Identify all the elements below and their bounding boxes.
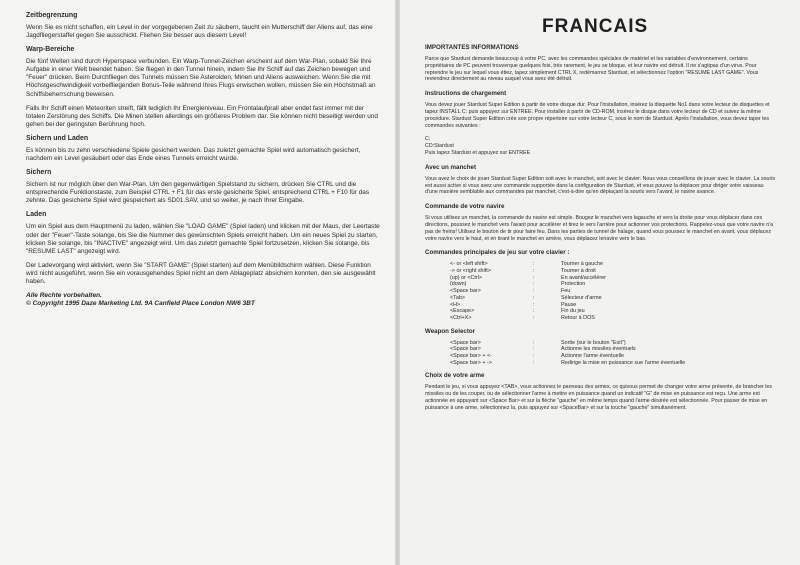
key-cell: (up) or <Ctrl>: [450, 274, 483, 281]
install-text: Vous devez jouer Stardust Super Edition à partir de votre disque dur. Pour l'installation, insérez la disquette No1 dans votre lecteur de disquettes et tapez INSTALL C: puis appuyez sur ENTREE. Pour installer à partir de CD-ROM, insérez le disque dans votre lecteur de CD et suivez la même procédure. Stardust Super Edition crée son propre répertoire sur votre lecteur C, sous le nom de Stardust. Aprés l'installation, vous devez taper les commandes suivantes :: [425, 102, 770, 129]
copyright-notice: © Copyright 1995 Daze Marketing Ltd. 9A Canfield Place London NW6 3BT: [26, 300, 255, 308]
separator-cell: :: [533, 308, 535, 315]
action-cell: Protection: [561, 281, 586, 288]
separator-cell: :: [533, 274, 535, 281]
table-row: [450, 288, 721, 295]
section-heading-sichern-laden: Sichern und Laden: [26, 134, 89, 142]
separator-cell: :: [533, 359, 535, 366]
keyboard-heading: Commandes principales de jeu sur votre clavier :: [425, 249, 570, 257]
section-heading-laden: Laden: [26, 211, 47, 219]
paragraph-laden-2: Der Ladevorgang wird aktiviert, wenn Sie "START GAME" (Spiel starten) auf dem Menübildschirm wählen. Diese Funktion wird nicht ausgeführt, wenn Sie ein vorausgehendes Spiel nicht an dem Ablageplatz absichern konnten, den sie ausgewählt haben.: [26, 261, 376, 285]
key-cell: <Space bar>: [450, 339, 481, 346]
key-cell: <Tab>: [450, 294, 465, 301]
weapon-selector-heading: Weapon Selector: [425, 327, 476, 335]
joystick-heading: Avec un manchet: [425, 163, 477, 171]
separator-cell: :: [533, 339, 535, 346]
table-row: [450, 346, 721, 353]
table-row: [450, 302, 721, 309]
paragraph-warp-2: Falls Ihr Schiff einen Meteoriten streift, fällt lediglich Ihr Energieniveau. Ein Frontalaufprall aber endet fast immer mit der totalen Zerstörung des Schiffs. Die Minen stellen allerdings ein größeres Problem dar. Sie können nicht beseitigt werden und gehen bei der geringsten Berührung hoch.: [26, 104, 378, 128]
key-cell: <Space bar>: [450, 346, 481, 353]
table-row: [450, 268, 721, 275]
install-heading: Instructions de chargement: [425, 90, 507, 98]
german-page: [0, 0, 395, 565]
separator-cell: :: [533, 268, 535, 275]
action-cell: Feu: [561, 288, 571, 295]
table-row: [450, 360, 721, 367]
action-cell: Sortie (sur le bouton "Exit"): [561, 339, 626, 346]
french-page: [400, 0, 800, 565]
paragraph-zeitbegrenzung: Wenn Sie es nicht schaffen, ein Level in der vorgegebenen Zeit zu säubern, taucht ein Mutterschiff der Aliens auf, das eine Jagdfliegerstaffel gegen Sie ausschickt. Fliehen Sie besser aus diesem Level!: [26, 24, 373, 40]
paragraph-warp-1: Die fünf Welten sind durch Hyperspace verbunden. Ein Warp-Tunnel-Zeichen erscheint auf dem War-Plan, sobald Sie Ihre Aufgabe in einer Welt beendet haben. Sie fliegen in den Tunnel hinein, indem Sie Ihr Schiff auf das Zeichen bewegen und "Feuer" drücken. Beim Durchfliegen des Tunnels müssen Sie Asteroiden, Minen und Aliens ausweichen. Wenn Sie die mit Höchstgeschwindigkeit vorbeifliegenden Bonus-Teile während Ihres Flugs erwischen wollen, müssen Sie ein Höchstmaß an Schiffsbeherrschung beweisen.: [26, 58, 376, 98]
section-heading-warp: Warp-Bereiche: [26, 46, 75, 54]
action-cell: Fin du jeu: [561, 308, 585, 315]
paragraph-laden-1: Um ein Spiel aus dem Hauptmenü zu laden, wählen Sie "LOAD GAME" (Spiel laden) und klicken mit der Maus, der Leertaste oder der "Feuer"-Taste solange, bis Sie die Nummer des gewünschten Spiels erreicht haben. Um ein neues Spiel zu starten, klicken Sie solange, bis "INACTIVE" angezeigt wird. Um das zuletzt gemachte Spiel fortzusetzen, klicken Sie solange, bis "RESUME LAST" angezeigt wird.: [26, 223, 380, 255]
table-row: [450, 281, 721, 288]
separator-cell: :: [533, 301, 535, 308]
install-commands: C: CD:Stardust Puis tapez Stardust et appuyez sur ENTREE: [425, 136, 531, 156]
important-heading: IMPORTANTES INFORMATIONS: [425, 44, 519, 51]
ship-control-text: Si vous utilisez un manchet, la commande du navire est simple. Bougez le manchet vers lagauche et vers la droite pour vous déplacer dans ces directions, poussez le manchet vers l'avant pour accélérer et tirez le vers l'arrière pour actionner vos protections. Rappelez-vous que votre navire n'a pas de freins! Utilisez le bouton de tir pour faire feu. Dans les parties de tunnel de halage, quand vous poussez le manchet en avant, vous déplacez votre navire vers le haut, et en tirant le manchet en arrière, vous déplacez lenavire vers le bas.: [425, 215, 774, 242]
separator-cell: :: [533, 314, 535, 321]
action-cell: Pause: [561, 301, 577, 308]
section-heading-sichern: Sichern: [26, 169, 52, 177]
key-cell: (down): [450, 281, 467, 288]
table-row: [450, 261, 721, 268]
page-title: FRANCAIS: [542, 16, 649, 37]
separator-cell: :: [533, 353, 535, 360]
table-row: [450, 340, 721, 347]
separator-cell: :: [533, 346, 535, 353]
action-cell: Actionne les missiles éventuels: [561, 346, 636, 353]
separator-cell: :: [533, 288, 535, 295]
weapon-choice-heading: Choix de votre arme: [425, 372, 485, 380]
action-cell: Sélecteur d'arme: [561, 294, 602, 301]
paragraph-sichern-laden: Es können bis zu zehn verschiedene Spiele gesichert werden. Das zuletzt gemachte Spiel wird automatisch gesichert, nachdem ein Level gesäubert oder das Ende eines Tunnels erreicht wurde.: [26, 146, 361, 163]
rights-reserved: Alle Rechte vorbehalten.: [26, 292, 102, 300]
key-cell: <Ctrl+X>: [450, 314, 472, 321]
key-cell: <Space bar>: [450, 288, 481, 295]
action-cell: Redirige la mise en puissance sue l'arme éventuelle: [561, 359, 686, 366]
action-cell: Actionne l'arme éventuelle: [561, 353, 625, 360]
key-cell: <Space bar> + <-: [450, 353, 492, 360]
table-row: [450, 315, 721, 322]
table-row: [450, 275, 721, 282]
separator-cell: :: [533, 294, 535, 301]
ship-control-heading: Commande de votre navire: [425, 203, 505, 211]
weapon-choice-text: Pendant le jeu, si vous appuyez <TAB>, vous actionnez le panneau des armes, ce quivous permet de changer votre arme présente, de brancher les missiles ou de les couper, ou de sélectionner l'arme à mettre en puissance quand un indicatif "G" de mise en puissance est reçu. Une arme est actionnée en appuyant sur <Space Bar> et sur la flèche "gauche" en même temps quand l'arme désirée est sélectionnée. Pour passer de mise en puissance à une arme, sélectionnez la, puis appuyez sur <SpaceBar> et sur la touche "gauche" simultanément.: [425, 384, 773, 411]
table-row: [450, 295, 721, 302]
key-cell: <Escape>: [450, 308, 475, 315]
table-row: [450, 308, 721, 315]
key-cell: <H>: [450, 301, 461, 308]
weapon-selector-table: [450, 340, 721, 367]
key-cell: <Space bar> + ->: [450, 359, 492, 366]
paragraph-sichern: Sichern ist nur möglich über den War-Plan. Um den gegenwärtigen Spielstand zu sichern, drücken Sie CTRL und die entsprechende Funktionstaste, zum Beispiel CTRL + F1 für das erste gesicherte Spiel, entsprechend CTRL + F10 für das zehnte. Das gesicherte Spiel wird gespeichert als SD01.SAV, und so weiter, je nach Ihrer Eingabe.: [26, 181, 370, 205]
section-heading-zeitbegrenzung: Zeitbegrenzung: [26, 12, 78, 19]
action-cell: Tourner à droit: [561, 268, 596, 275]
table-row: [450, 353, 721, 360]
action-cell: Retour à DOS: [561, 314, 595, 321]
important-text: Parce que Stardust demande beaucoup à votre PC, avec les commandes spéciales de matériel et les variables d'environnement, certains propriétaires de PC peuvent trouverque quelques fois, très rarement, le jeu se bloque, et leur navire est détruit. Il ne s'agitpas d'un virus. Pour reprendre le jeu sur lequel vous étiez, tapez simplement CTRL X, redémarrez Stardust, et sélectionnez l'option "RESUME LAST GAME". Vous reviendrez directement au niveau auquel vous avez été détruit.: [425, 56, 759, 83]
key-cell: <- or <left shift>: [450, 261, 488, 268]
action-cell: En avant/accélérer: [561, 274, 606, 281]
action-cell: Tourner à gauche: [561, 261, 603, 268]
joystick-text: Vous avez le choix de jouer Stardust Super Edition soit avec le manchet, soit avec le clavier. Nous vous conseillons de jouer avec le clavier. La souris est aussi active si vous avez une commande supportée dans la configuration de Stardust, et vous pouvez la déplacer pour diriger votre vaisseau d'une manière semblable aux commandes par manchet, c'est-à-dire qu'en déplaçant la souris vers l'avant, le navire avance.: [425, 175, 776, 196]
separator-cell: :: [533, 281, 535, 288]
key-cell: -> or <right shift>: [450, 268, 491, 275]
keyboard-commands-table: [450, 261, 721, 321]
separator-cell: :: [533, 261, 535, 268]
